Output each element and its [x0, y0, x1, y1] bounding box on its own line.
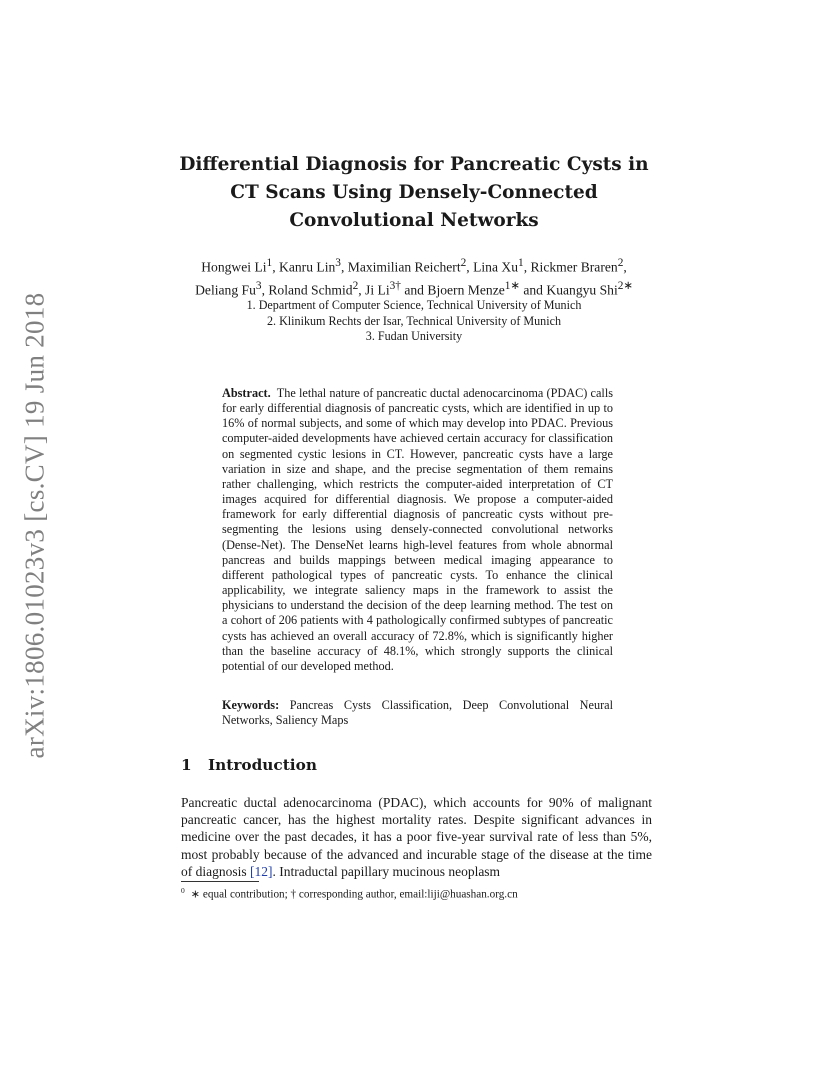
author-affiliation-mark: 2: [460, 257, 467, 269]
abstract-text: The lethal nature of pancreatic ductal adenocarcinoma (PDAC) calls for early differential diagnosis of pancreatic cysts, which are identified in up to 16% of normal subjects, and some of which may develop into PDAC. Previous computer-aided developments have achieved certain accuracy for classification on segmented cystic lesions in CT. However, pancreatic cysts have a large variation in size and shape, and the precise segmentation of them remains rather challenging, which restricts the computer-aided interpretation of CT images acquired for differential diagnosis. We propose a computer-aided framework for early differential diagnosis of pancreatic cysts without pre-segmenting the lesions using densely-connected convolutional networks (Dense-Net). The DenseNet learns high-level features from whole abnormal pancreas and builds mappings between medical imaging appearance to different pathological types of pancreatic cysts. To enhance the clinical applicability, we integrate saliency maps in the framework to assist the physicians to understand the decision of the deep learning method. The test on a cohort of 206 patients with 4 pathologically confirmed subtypes of pancreatic cysts has achieved an overall accuracy of 72.8%, which is significantly higher than the baseline accuracy of 48.1%, which strongly supports the clinical potential of our developed method.: [222, 386, 613, 673]
intro-text-continued: . Intraductal papillary mucinous neoplasm: [272, 863, 501, 879]
abstract-label: Abstract.: [222, 386, 271, 400]
author-name: Rickmer Braren: [530, 259, 618, 275]
author-name: Deliang Fu: [195, 282, 256, 298]
author-name: Lina Xu: [473, 259, 519, 275]
author-affiliation-mark: 3†: [389, 279, 401, 292]
author-affiliation-mark: 2: [617, 257, 624, 269]
intro-text: Pancreatic ductal adenocarcinoma (PDAC), which accounts for 90% of malignant pancreatic cancer, has the highest mortality rates. Despite significant advances in medicine over the past decades, it has a poor five-year survival rate of less than 5%, most probably because of the advanced and incurable stage of the disease at the time of diagnosis: [181, 795, 652, 879]
author-affiliation-mark: 2: [352, 279, 359, 292]
author-name: Bjoern Menze: [427, 282, 505, 298]
author-affiliation-mark: 2∗: [617, 279, 633, 292]
keywords-text: Pancreas Cysts Classification, Deep Convolutional Neural Networks, Saliency Maps: [222, 698, 613, 728]
author-name: Kuangyu Shi: [546, 282, 618, 298]
author-name: Roland Schmid: [268, 282, 353, 298]
affiliation: 3. Fudan University: [365, 329, 463, 343]
affiliation: 2. Klinikum Rechts der Isar, Technical University of Munich: [266, 313, 561, 328]
footnote-divider: [181, 881, 259, 882]
author-line-1: Hongwei Li$^1$, Kanru Lin$^3$, Maximilian Reichert$^2$, Lina Xu$^1$, Rickmer Braren$^2$,: [201, 257, 627, 275]
title-line: Differential Diagnosis for Pancreatic Cysts in: [179, 154, 649, 175]
author-name: Kanru Lin: [279, 259, 336, 275]
author-affiliation-mark: 3: [335, 257, 341, 269]
author-affiliation-mark: 1: [266, 257, 273, 269]
author-affiliation-mark: 3: [255, 279, 262, 292]
affiliation-list: [150, 298, 678, 345]
author-list: [150, 254, 678, 299]
arxiv-identifier: arXiv:1806.01023v3 [cs.CV] 19 Jun 2018: [19, 292, 50, 758]
author-name: Maximilian Reichert: [347, 259, 461, 275]
footnote-marker: 0: [181, 886, 185, 895]
keywords-label: Keywords:: [222, 698, 280, 712]
abstract: [222, 386, 613, 674]
author-joiner: and: [523, 282, 543, 298]
citation-link[interactable]: [12]: [250, 863, 273, 879]
section-heading: [181, 756, 317, 774]
keywords: [222, 698, 613, 728]
section-number: 1: [181, 756, 192, 774]
author-name: Ji Li: [365, 282, 390, 298]
title-line: Convolutional Networks: [289, 210, 539, 231]
author-name: Hongwei Li: [201, 259, 267, 275]
footnote-text: ∗ equal contribution; † corresponding author, email:liji@huashan.org.cn: [190, 888, 518, 901]
affiliation: 1. Department of Computer Science, Technical University of Munich: [246, 298, 582, 312]
author-affiliation-mark: 1∗: [504, 279, 520, 292]
author-affiliation-mark: 1: [518, 257, 524, 269]
arxiv-identifier-stamp: [20, 290, 50, 760]
author-line-2: Deliang Fu$^3$, Roland Schmid$^2$, Ji $Li^{3\dagger}$ and Bjoern Menze$^{1∗}$ and Kuangyu Shi$^{2∗}$: [195, 279, 633, 298]
paper-title: [150, 151, 678, 235]
section-title: Introduction: [208, 756, 317, 774]
author-joiner: and: [404, 282, 424, 298]
title-line: CT Scans Using Densely-Connected: [230, 182, 598, 203]
footnote: [181, 886, 518, 901]
intro-paragraph: [181, 794, 652, 880]
